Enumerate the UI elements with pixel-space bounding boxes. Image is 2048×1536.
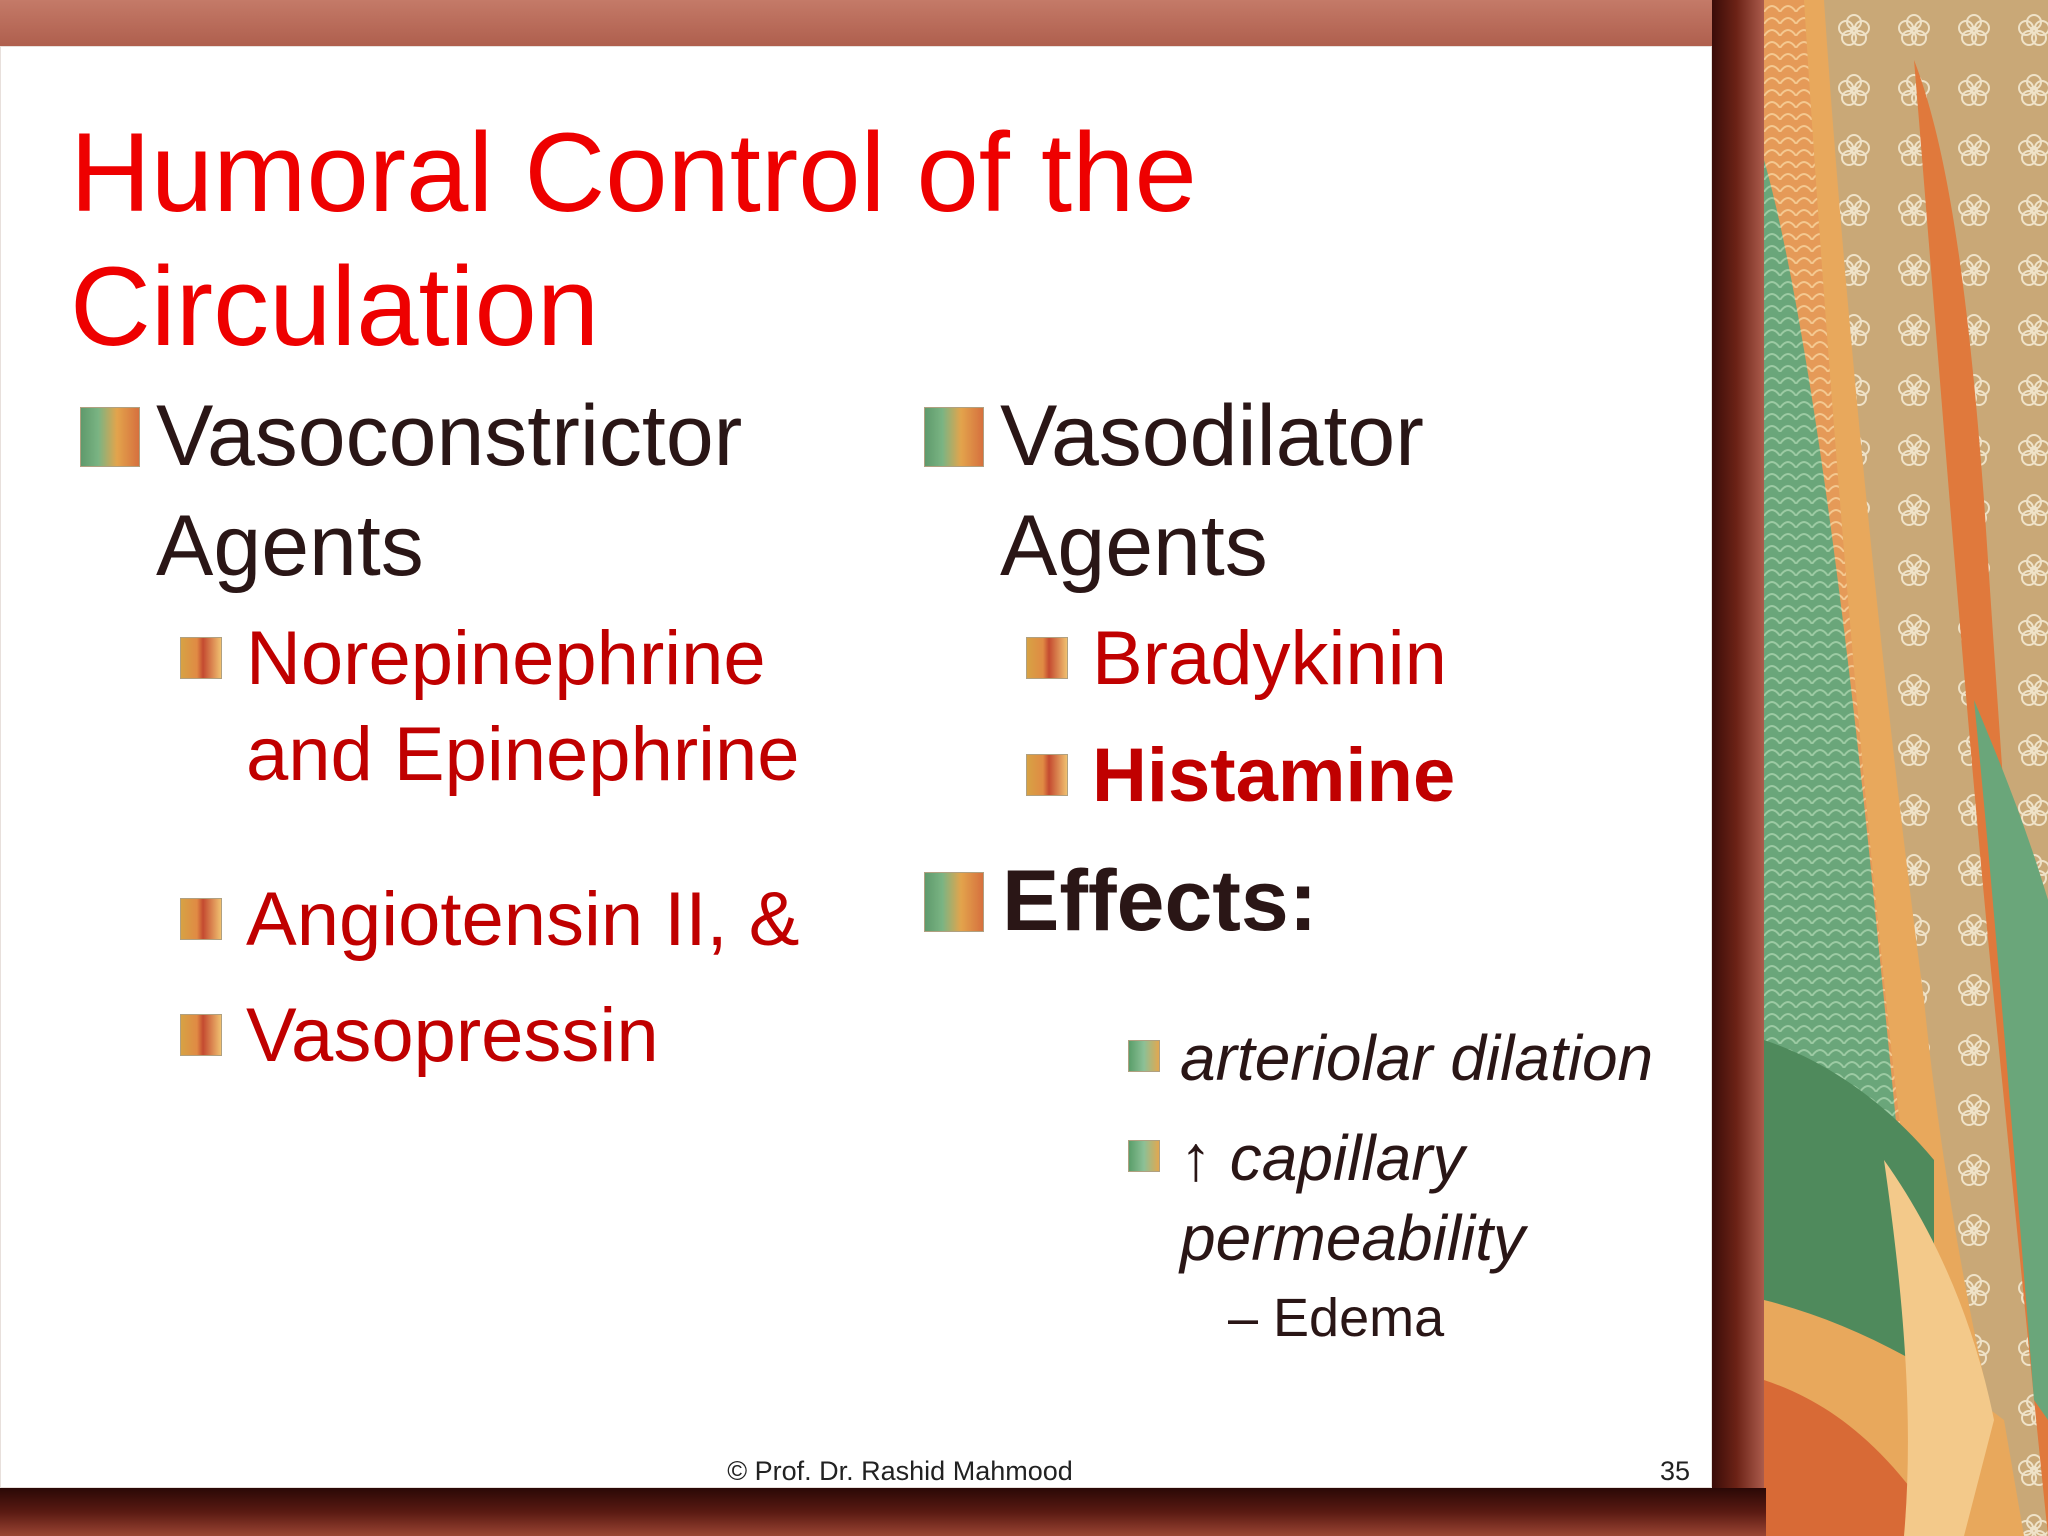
bullet-vasoconstrictor-agents — [80, 381, 800, 601]
effect-marker-icon — [1128, 1040, 1160, 1072]
sub-bullet-marker-icon — [180, 1014, 222, 1056]
slide-canvas — [0, 46, 1712, 1488]
sub-bullet-norepinephrine — [180, 611, 840, 803]
slide-page-number: 35 — [1659, 1456, 1690, 1486]
bullet-text: Effects: — [1002, 853, 1318, 949]
sub-bullet-text: Bradykinin — [1092, 616, 1447, 701]
bullet-marker-icon — [924, 407, 984, 467]
sub-bullet-text: Histamine — [1092, 733, 1456, 818]
effect-sub-text: – Edema — [1228, 1288, 1445, 1348]
sub-bullet-marker-icon — [1026, 754, 1068, 796]
bullet-effects — [924, 846, 1624, 956]
bullet-marker-icon — [80, 407, 140, 467]
sub-bullet-text: Vasopressin — [246, 993, 659, 1078]
effect-text: ↑ capillary permeability — [1180, 1122, 1526, 1274]
effect-item-arteriolar-dilation — [1128, 1018, 1708, 1098]
decorative-panel-artwork — [1764, 0, 2048, 1536]
slide-footer-credit: © Prof. Dr. Rashid Mahmood — [727, 1456, 1073, 1486]
effect-marker-icon — [1128, 1140, 1160, 1172]
bullet-vasodilator-agents — [924, 381, 1624, 601]
sub-bullet-marker-icon — [180, 637, 222, 679]
bullet-text: Vasodilator Agents — [1000, 388, 1424, 594]
sub-bullet-histamine — [1026, 728, 1666, 824]
sub-bullet-text: Angiotensin II, & — [246, 877, 800, 962]
sub-bullet-marker-icon — [1026, 637, 1068, 679]
frame-bottom-edge — [0, 1488, 1766, 1536]
effect-text: arteriolar dilation — [1180, 1022, 1654, 1094]
effect-sub-item-edema — [1228, 1284, 1648, 1352]
frame-right-edge — [1712, 0, 1766, 1536]
sub-bullet-bradykinin — [1026, 611, 1666, 707]
bullet-text: Vasoconstrictor Agents — [156, 388, 743, 594]
effect-item-capillary-permeability — [1128, 1118, 1568, 1278]
sub-bullet-marker-icon — [180, 898, 222, 940]
bullet-marker-icon — [924, 872, 984, 932]
sub-bullet-angiotensin — [180, 872, 840, 968]
sub-bullet-text: Norepinephrine and Epinephrine — [246, 616, 800, 797]
slide-title: Humoral Control of the Circulation — [70, 110, 1197, 369]
decorative-side-panel — [1764, 0, 2048, 1536]
sub-bullet-vasopressin — [180, 988, 840, 1084]
